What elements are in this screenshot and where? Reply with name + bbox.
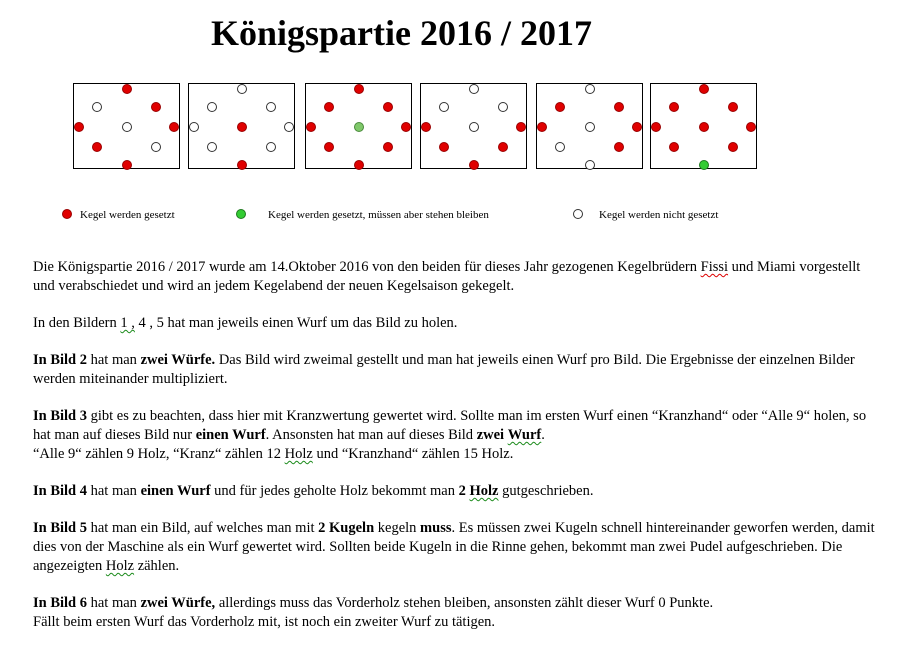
text-run: zwei Würfe. xyxy=(140,352,216,368)
pin-red xyxy=(516,122,526,132)
pin-red xyxy=(92,142,102,152)
pin-white xyxy=(92,102,102,112)
pin-white xyxy=(207,142,217,152)
text-run: Die Königspartie 2016 / 2017 wurde am 14.Oktober 2016 von den beiden für dieses Jahr gezogenen Kegelbrüdern xyxy=(33,259,701,275)
legend-red-label: Kegel werden gesetzt xyxy=(80,209,175,221)
text-run: hat man xyxy=(87,483,141,499)
pin-red xyxy=(614,142,624,152)
pin-white xyxy=(439,102,449,112)
text-run: Das Bild wird zweimal gestellt und man hat jeweils einen Wurf pro Bild. Die Ergebnisse der einzelnen Bilder werden miteinander multipliziert. xyxy=(33,352,855,387)
paragraph-bild-2 xyxy=(33,351,878,389)
pin-red xyxy=(401,122,411,132)
pin-white xyxy=(266,142,276,152)
pin-diagrams xyxy=(73,83,873,173)
page-title: Königspartie 2016 / 2017 xyxy=(210,13,592,53)
legend-green-label: Kegel werden gesetzt, müssen aber stehen bleiben xyxy=(268,209,489,221)
pin-red xyxy=(237,160,247,170)
text-run: zählen. xyxy=(134,558,180,574)
pin-board-3 xyxy=(305,83,412,169)
pin-board-4 xyxy=(420,83,527,169)
pin-red xyxy=(632,122,642,132)
text-run: allerdings muss das Vorderholz stehen bleiben, ansonsten zählt dieser Wurf 0 Punkte. xyxy=(215,595,714,611)
pin-red xyxy=(469,160,479,170)
text-run: . xyxy=(541,427,545,443)
pin-red xyxy=(421,122,431,132)
text-run: . Ansonsten hat man auf dieses Bild xyxy=(265,427,477,443)
paragraph-intro xyxy=(33,258,878,296)
pin-red xyxy=(728,102,738,112)
text-run: 2 xyxy=(458,483,466,499)
pin-red xyxy=(669,142,679,152)
pin-red xyxy=(699,122,709,132)
pin-red xyxy=(354,84,364,94)
text-run: muss xyxy=(420,520,452,536)
text-run: 4 , 5 hat man jeweils einen Wurf um das Bild zu holen. xyxy=(134,315,458,331)
legend-white-dot xyxy=(573,209,583,219)
text-run: . Es müssen zwei Kugeln schnell hintereinander geworfen werden, damit dies von der Maschine als ein Wurf gewertet wird. Sollten beide Kugeln in die Rinne gehen, bekommt man zwei Pudel aufgeschrieben. Die angezeigten xyxy=(33,520,875,574)
text-run: In Bild 2 xyxy=(33,352,87,368)
pin-red xyxy=(383,102,393,112)
text-run: und “Kranzhand“ zählen 15 Holz. xyxy=(312,446,514,462)
legend-green-dot xyxy=(236,209,246,219)
text-run: Fissi xyxy=(700,259,729,275)
text-run: gutgeschrieben. xyxy=(498,483,594,499)
paragraph-bild-4 xyxy=(33,482,878,501)
pin-red xyxy=(537,122,547,132)
paragraph-bild-6 xyxy=(33,594,878,632)
pin-white xyxy=(498,102,508,112)
text-run: hat man xyxy=(87,352,141,368)
pin-white xyxy=(585,160,595,170)
pin-white xyxy=(122,122,132,132)
text-run: und für jedes geholte Holz bekommt man xyxy=(210,483,459,499)
pin-red xyxy=(237,122,247,132)
pin-white xyxy=(555,142,565,152)
pin-red xyxy=(306,122,316,132)
pin-white xyxy=(189,122,199,132)
text-run: gibt es zu beachten, dass hier mit Kranzwertung gewertet wird. Sollte man im ersten Wurf einen “Kranzhand“ oder “Alle 9“ holen, so hat man auf dieses Bild nur xyxy=(33,408,867,443)
pin-red xyxy=(669,102,679,112)
pin-red xyxy=(651,122,661,132)
pin-red xyxy=(169,122,179,132)
pin-white xyxy=(585,122,595,132)
pin-white xyxy=(469,122,479,132)
pin-red xyxy=(151,102,161,112)
legend-red-dot xyxy=(62,209,72,219)
pin-white xyxy=(151,142,161,152)
pin-board-1 xyxy=(73,83,180,169)
pin-red xyxy=(122,84,132,94)
pin-white xyxy=(266,102,276,112)
text-run: und Miami vorgestellt und verabschiedet und wird an jedem Kegelabend der neuen Kegelsaison gekegelt. xyxy=(33,259,861,294)
text-run: Holz xyxy=(105,558,135,574)
paragraph-bild-5 xyxy=(33,519,878,576)
pin-red xyxy=(555,102,565,112)
pin-white xyxy=(237,84,247,94)
pin-white xyxy=(469,84,479,94)
paragraph-bild-3 xyxy=(33,407,878,464)
pin-red xyxy=(324,102,334,112)
pin-red xyxy=(122,160,132,170)
pin-red xyxy=(498,142,508,152)
text-run: einen Wurf xyxy=(140,483,211,499)
text-run: hat man ein Bild, auf welches man mit xyxy=(87,520,319,536)
text-run: Holz xyxy=(284,446,313,462)
pin-board-2 xyxy=(188,83,295,169)
pin-green xyxy=(699,160,709,170)
pin-white xyxy=(207,102,217,112)
text-run: Wurf xyxy=(507,427,542,443)
text-run: 2 Kugeln xyxy=(318,520,375,536)
text-run: Fällt beim ersten Wurf das Vorderholz mit, ist noch ein zweiter Wurf zu tätigen. xyxy=(33,614,496,630)
pin-board-6 xyxy=(650,83,757,169)
pin-red xyxy=(324,142,334,152)
pin-red xyxy=(74,122,84,132)
text-run: In Bild 3 xyxy=(33,408,87,424)
text-run: kegeln xyxy=(374,520,421,536)
pin-white xyxy=(585,84,595,94)
pin-red xyxy=(746,122,756,132)
pin-red xyxy=(728,142,738,152)
text-run: In Bild 4 xyxy=(33,483,87,499)
text-run: 1 , xyxy=(120,315,135,331)
paragraph-bilder-1-4-5 xyxy=(33,314,878,333)
pin-red xyxy=(383,142,393,152)
pin-red xyxy=(439,142,449,152)
text-run: zwei Würfe, xyxy=(140,595,216,611)
pin-green-light xyxy=(354,122,364,132)
pin-board-5 xyxy=(536,83,643,169)
pin-red xyxy=(614,102,624,112)
pin-red xyxy=(699,84,709,94)
text-run: In Bild 5 xyxy=(33,520,87,536)
pin-red xyxy=(354,160,364,170)
text-run: In Bild 6 xyxy=(33,595,87,611)
text-run: “Alle 9“ zählen 9 Holz, “Kranz“ zählen 12 xyxy=(33,446,285,462)
text-run: Holz xyxy=(469,483,499,499)
text-run: hat man xyxy=(87,595,141,611)
text-run: zwei xyxy=(476,427,505,443)
text-run: einen Wurf xyxy=(195,427,266,443)
rules-text xyxy=(33,258,878,650)
text-run: In den Bildern xyxy=(33,315,121,331)
pin-white xyxy=(284,122,294,132)
legend-white-label: Kegel werden nicht gesetzt xyxy=(599,209,719,221)
